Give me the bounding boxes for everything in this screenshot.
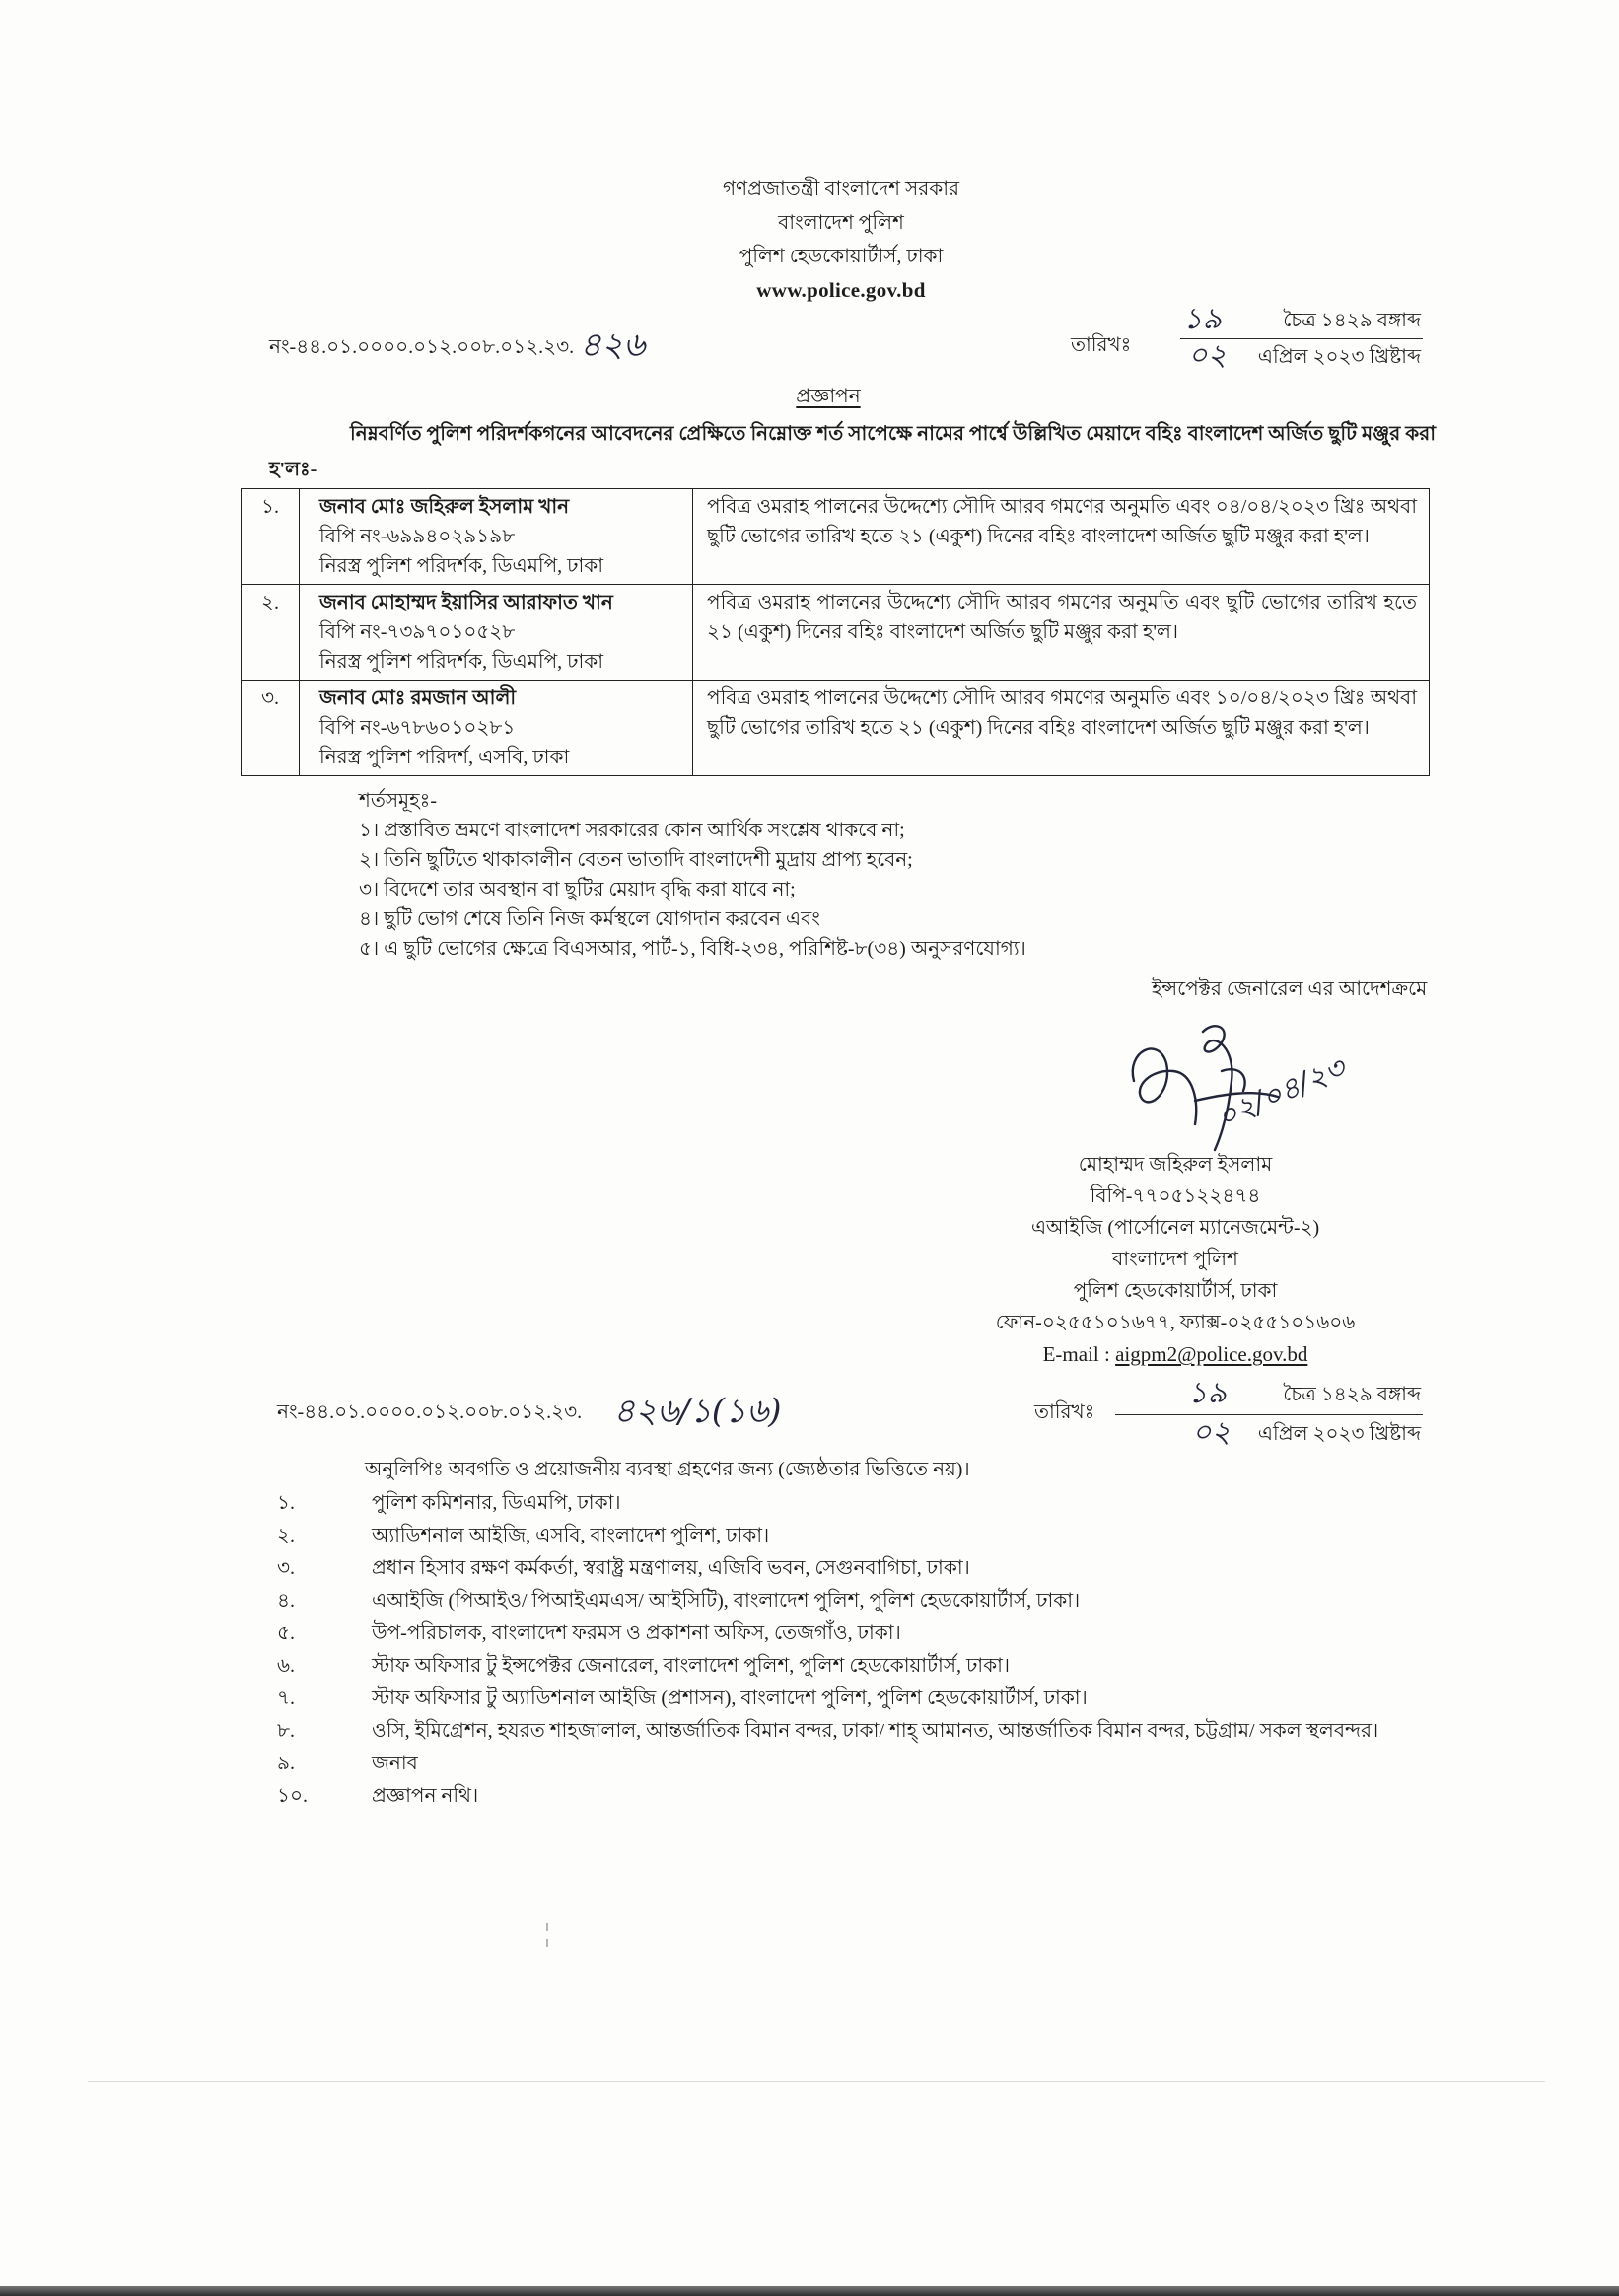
distribution-item (277, 1487, 1619, 1520)
memo-number-handwritten: ৪২৬ (580, 325, 646, 365)
officer-cell (300, 681, 693, 776)
bangla-date-line (1180, 304, 1423, 337)
signature-date-handwritten: ০২/০৪/২৩ (1212, 1050, 1351, 1136)
condition-item: ৪। ছুটি ভোগ শেষে তিনি নিজ কর্মস্থলে যোগদান করবেন এবং (359, 908, 820, 930)
copy-date-divider (1115, 1414, 1423, 1415)
distribution-number: ৩. (277, 1557, 296, 1579)
officer-name: জনাব মোহাম্মদ ইয়াসির আরাফাত খান (319, 592, 613, 613)
serial-cell: ৩. (242, 681, 300, 776)
signatory-email: aigpm2@police.gov.bd (1115, 1342, 1308, 1366)
distribution-number: ৭. (277, 1687, 296, 1709)
officer-bp-number: বিপি নং-৭৩৯৭০১০৫২৮ (319, 621, 516, 643)
distribution-number: ৮. (277, 1720, 295, 1742)
order-line: ইন্সপেক্টর জেনারেল এর আদেশক্রমে (1152, 978, 1428, 1000)
distribution-number: ৪. (277, 1590, 295, 1612)
condition-item: ৩। বিদেশে তার অবস্থান বা ছুটির মেয়াদ বৃদ্ধি করা যাবে না; (359, 879, 796, 900)
distribution-text: ওসি, ইমিগ্রেশন, হযরত শাহজালাল, আন্তর্জাতিক বিমান বন্দর, ঢাকা/ শাহ্ আমানত, আন্তর্জাতিক বিমান বন্দর, চট্টগ্রাম/ সকল স্থলবন্দর। (372, 1720, 1379, 1742)
distribution-list (277, 1487, 1619, 1813)
officer-name: জনাব মোঃ জহিরুল ইসলাম খান (319, 496, 570, 518)
officer-cell (300, 585, 693, 681)
distribution-item (277, 1650, 1619, 1683)
officer-cell (300, 489, 693, 585)
distribution-text: প্রজ্ঞাপন নথি। (372, 1785, 479, 1807)
distribution-item (277, 1715, 1619, 1748)
copy-bangla-date-line (1115, 1378, 1423, 1411)
officer-bp-number: বিপি নং-৬৭৮৬০১০২৮১ (319, 717, 516, 739)
leave-details-cell: পবিত্র ওমরাহ পালনের উদ্দেশ্যে সৌদি আরব গমণের অনুমতি এবং ১০/০৪/২০২৩ খ্রিঃ অথবা ছুটি ভোগের তারিখ হতে ২১ (একুশ) দিনের বহিঃ বাংলাদেশ অর্জিত ছুটি মঞ্জুর করা হ'ল। (693, 681, 1430, 776)
copy-english-date-day-handwritten: ০২ (1192, 1415, 1232, 1450)
distribution-text: উপ-পরিচালক, বাংলাদেশ ফরমস ও প্রকাশনা অফিস, তেজগাঁও, ঢাকা। (372, 1622, 901, 1644)
officer-designation: নিরস্ত্র পুলিশ পরিদর্শক, ডিএমপি, ঢাকা (319, 651, 604, 673)
distribution-item (277, 1617, 1619, 1650)
signature-area (0, 1004, 1619, 1149)
scan-speck (546, 1939, 548, 1947)
distribution-item (277, 1585, 1619, 1617)
english-date-line (1180, 340, 1423, 374)
distribution-number: ৯. (277, 1753, 295, 1774)
distribution-text: অ্যাডিশনাল আইজি, এসবি, বাংলাদেশ পুলিশ, ঢাকা। (372, 1525, 770, 1546)
distribution-item (277, 1748, 1619, 1780)
serial-cell: ২. (242, 585, 300, 681)
condition-item: ১। প্রস্তাবিত ভ্রমণে বাংলাদেশ সরকারের কোন আর্থিক সংশ্লেষ থাকবে না; (359, 820, 905, 841)
distribution-text: স্টাফ অফিসার টু ইন্সপেক্টর জেনারেল, বাংলাদেশ পুলিশ, পুলিশ হেডকোয়ার্টার্স, ঢাকা। (372, 1655, 1011, 1677)
distribution-text: স্টাফ অফিসার টু অ্যাডিশনাল আইজি (প্রশাসন), বাংলাদেশ পুলিশ, পুলিশ হেডকোয়ার্টার্স, ঢাকা। (372, 1687, 1088, 1709)
distribution-text: প্রধান হিসাব রক্ষণ কর্মকর্তা, স্বরাষ্ট্র মন্ত্রণালয়, এজিবি ভবন, সেগুনবাগিচা, ঢাকা। (372, 1557, 970, 1579)
copy-memo-number: নং-৪৪.০১.০০০০.০১২.০০৮.০১২.২৩. (277, 1401, 583, 1423)
leave-details-cell: পবিত্র ওমরাহ পালনের উদ্দেশ্যে সৌদি আরব গমণের অনুমতি এবং ছুটি ভোগের তারিখ হতে ২১ (একুশ) দিনের বহিঃ বাংলাদেশ অর্জিত ছুটি মঞ্জুর করা হ'ল। (693, 585, 1430, 681)
officer-name: জনাব মোঃ রমজান আলী (319, 687, 517, 709)
distribution-number: ১০. (277, 1785, 308, 1807)
signatory-name: মোহাম্মদ জহিরুল ইসলাম (1078, 1154, 1273, 1176)
signatory-email-line (880, 1338, 1471, 1370)
leave-grant-table (241, 488, 1430, 776)
copy-date-block (1115, 1370, 1423, 1453)
officer-designation: নিরস্ত্র পুলিশ পরিদর্শক, ডিএমপি, ঢাকা (319, 555, 604, 577)
distribution-number: ২. (277, 1525, 296, 1546)
serial-cell: ১. (242, 489, 300, 585)
distribution-item (277, 1780, 1619, 1813)
leave-details-cell: পবিত্র ওমরাহ পালনের উদ্দেশ্যে সৌদি আরব গমণের অনুমতি এবং ০৪/০৪/২০২৩ খ্রিঃ অথবা ছুটি ভোগের তারিখ হতে ২১ (একুশ) দিনের বহিঃ বাংলাদেশ অর্জিত ছুটি মঞ্জুর করা হ'ল। (693, 489, 1430, 585)
memo-reference-row (0, 302, 1619, 376)
scan-divider-line (88, 2081, 1545, 2082)
notice-title: প্রজ্ঞাপন (796, 386, 861, 407)
scan-bottom-edge (0, 2286, 1619, 2296)
table-row (242, 585, 1430, 681)
signatory-office: পুলিশ হেডকোয়ার্টার্স, ঢাকা (1073, 1280, 1278, 1302)
distribution-text: পুলিশ কমিশনার, ডিএমপি, ঢাকা। (372, 1492, 621, 1514)
copy-date-label: তারিখঃ (1034, 1401, 1095, 1423)
signature-scribble (1104, 1010, 1420, 1158)
distribution-number: ৫. (277, 1622, 295, 1644)
condition-item: ৫। এ ছুটি ভোগের ক্ষেত্রে বিএসআর, পার্ট-১, বিধি-২৩৪, পরিশিষ্ট-৮(৩৪) অনুসরণযোগ্য। (359, 938, 1026, 960)
distribution-number: ৬. (277, 1655, 296, 1677)
bangla-date-day-handwritten: ১৯ (1183, 302, 1222, 336)
conditions-heading: শর্তসমূহঃ- (359, 790, 437, 812)
letterhead-department: বাংলাদেশ পুলিশ (778, 212, 904, 234)
copy-english-date-text: এপ্রিল ২০২৩ খ্রিষ্টাব্দ (1257, 1423, 1421, 1445)
conditions-section (359, 786, 1493, 964)
letterhead-government: গণপ্রজাতন্ত্রী বাংলাদেশ সরকার (722, 179, 960, 200)
signatory-bp-number: বিপি-৭৭০৫১২২৪৭৪ (1090, 1185, 1261, 1207)
letterhead (0, 0, 1619, 307)
memo-number: নং-৪৪.০১.০০০০.০১২.০০৮.০১২.২৩. (269, 336, 575, 358)
english-date-day-handwritten: ০২ (1188, 338, 1228, 373)
copy-distribution-intro: অনুলিপিঃ অবগতি ও প্রয়োজনীয় ব্যবস্থা গ্রহণের জন্য (জ্যেষ্ঠতার ভিত্তিতে নয়)। (365, 1459, 970, 1480)
distribution-text: এআইজি (পিআইও/ পিআইএমএস/ আইসিটি), বাংলাদেশ পুলিশ, পুলিশ হেডকোয়ার্টার্স, ঢাকা। (372, 1590, 1081, 1612)
copy-memo-reference-row (0, 1370, 1619, 1453)
signatory-block (880, 1149, 1471, 1370)
letterhead-website: www.police.gov.bd (756, 278, 926, 302)
distribution-item (277, 1520, 1619, 1552)
notice-intro-paragraph: নিম্নবর্ণিত পুলিশ পরিদর্শকগনের আবেদনের প্রেক্ষিতে নিম্নোক্ত শর্ত সাপেক্ষে নামের পার্শ্বে উল্লিখিত মেয়াদে বহিঃ বাংলাদেশ অর্জিত ছুটি মঞ্জুর করা হ'লঃ- (269, 423, 1436, 480)
date-block (1180, 302, 1423, 376)
signatory-phone-fax: ফোন-০২৫৫১০১৬৭৭, ফ্যাক্স-০২৫৫১০১৬০৬ (995, 1312, 1356, 1333)
letterhead-office: পুলিশ হেডকোয়ার্টার্স, ঢাকা (739, 246, 944, 267)
copy-bangla-date-day-handwritten: ১৯ (1188, 1376, 1227, 1410)
copy-bangla-date-text: চৈত্র ১৪২৯ বঙ্গাব্দ (1283, 1384, 1421, 1405)
date-label: তারিখঃ (1071, 334, 1132, 356)
notice-title-line (0, 376, 1619, 413)
distribution-text: জনাব (372, 1753, 418, 1774)
copy-english-date-line (1115, 1417, 1423, 1451)
distribution-number: ১. (277, 1492, 295, 1514)
table-row (242, 489, 1430, 585)
signatory-email-label: E-mail : (1042, 1342, 1110, 1366)
distribution-item (277, 1683, 1619, 1715)
english-date-text: এপ্রিল ২০২৩ খ্রিষ্টাব্দ (1257, 346, 1421, 368)
bangla-date-text: চৈত্র ১৪২৯ বঙ্গাব্দ (1283, 310, 1421, 331)
table-row (242, 681, 1430, 776)
signatory-designation: এআইজি (পার্সোনেল ম্যানেজমেন্ট-২) (1030, 1217, 1320, 1239)
signatory-organization: বাংলাদেশ পুলিশ (1112, 1249, 1238, 1270)
condition-item: ২। তিনি ছুটিতে থাকাকালীন বেতন ভাতাদি বাংলাদেশী মুদ্রায় প্রাপ্য হবেন; (359, 849, 913, 871)
scan-speck (546, 1923, 548, 1931)
officer-bp-number: বিপি নং-৬৯৯৪০২৯১৯৮ (319, 526, 516, 547)
copy-memo-number-handwritten: ৪২৬/১(১৬) (613, 1392, 782, 1431)
distribution-item (277, 1552, 1619, 1585)
officer-designation: নিরস্ত্র পুলিশ পরিদর্শ, এসবি, ঢাকা (319, 747, 570, 768)
